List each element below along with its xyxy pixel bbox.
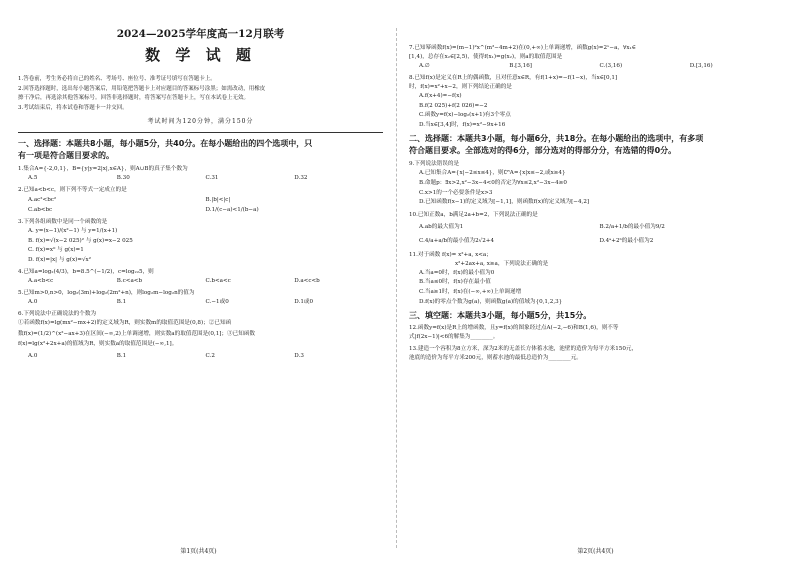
option-b: B.[3,16] (509, 63, 532, 69)
option-d: D.a<c<b (294, 278, 320, 285)
instructions (18, 75, 383, 113)
section-line: 符合题目要求。全部选对的得6分，部分选对的得部分分，有选错的得0分。 (409, 146, 677, 156)
question-13: 13.建造一个容积为8立方米，深为2米的无盖长方体蓄水池，池壁的造价为每平方米150元， (409, 346, 638, 353)
section-3-heading: 三、填空题：本题共3小题，每小题5分，共15分。 (409, 311, 592, 321)
option-d: D.32 (294, 175, 308, 181)
option-c: C.31 (205, 175, 219, 181)
option-d: D.4ᵃ+2ᵇ的最小值为2 (599, 237, 654, 244)
option-c: C.−1或0 (205, 299, 229, 306)
question-2-options (28, 195, 383, 205)
option-c: C.当a≥1时，f(x)在(−∞,+∞)上单调递增 (419, 288, 522, 295)
instruction-line: 擦干净后，再选涂其他答案标号。回答非选择题时，将答案写在答题卡上，写在本试卷上无效。 (18, 95, 250, 101)
option-c: C.b<a<c (205, 278, 231, 285)
question-2: 2.已知a<b<c，则下列不等式一定成立的是 (18, 187, 127, 193)
question-10-options (419, 220, 780, 234)
question-6-options (28, 352, 383, 361)
question-13-line: 池底的造价为每平方米200元，则蓄水池的最低总造价为________元。 (409, 355, 582, 362)
question-5: 5.已知m>0,n>0，log₂(3m)+log₂(2m²+n)，则log₂m−log₂n的值为 (18, 290, 195, 297)
option-b: B.1 (116, 299, 127, 306)
question-1: 1.集合A={-2,0,1}，B={y|y=2|x|,x∈A}，则A∪B的真子集个数为 (18, 166, 188, 172)
option-a: A.a<b<c (28, 278, 54, 285)
section-2-heading (409, 133, 780, 157)
question-3: 3.下列各组函数中是同一个函数的是 (18, 219, 108, 225)
instruction-line: 1.答卷前，考生务必将自己的姓名、考场号、座位号、准考证号填写在答题卡上。 (18, 76, 216, 82)
option-d: D.当x∈[3,4]时，f(x)=x²−9x+16 (419, 121, 506, 128)
question-9: 9.下列说法错误的是 (409, 161, 460, 168)
page-1-footer: 第1页(共4页) (180, 548, 217, 555)
option-d: D.f(x)的零点个数为g(a)，则函数g(a)的值域为{0,1,2,3} (419, 298, 563, 305)
question-6-line: f(x)=lg(x²+2x+a)的值域为R，则实数a的取值范围是(−∞,1]。 (18, 341, 178, 348)
option-a: A.ab的最大值为1 (419, 223, 464, 230)
option-a: A.5 (28, 175, 38, 181)
question-7-line: [1,4)，总存在x₂∈[2,5)，使得f(x₁)=g(x₂)，则a的取值范围是 (409, 54, 563, 60)
question-1-options (28, 174, 383, 183)
option-c: C.x>1的一个必要条件是x>3 (419, 189, 493, 196)
question-7: 7.已知幂函数f(x)=(m−1)²x^(m²−4m+2)在(0,+∞)上单调递增，函数g(x)=2ˣ−a，∀x₁∈ (409, 45, 636, 51)
question-8-line: 时，f(x)=x²+x−2，则下列结论正确的是 (409, 84, 512, 90)
section-line: 二、选择题：本题共3小题，每小题6分，共18分。在每小题给出的选项中，有多项 (409, 134, 704, 144)
question-4-options (28, 277, 383, 286)
option-a: A.0 (28, 353, 38, 360)
exam-header: 2024—2025学年度高一12月联考 (116, 28, 285, 40)
option-c: C.ab<bc (28, 207, 53, 213)
exam-title: 数 学 试 题 (145, 46, 256, 64)
option-d: D.1/(c−a)<1/(b−a) (205, 207, 259, 213)
option-c: C.4/a+a/b的最小值为2√2+4 (419, 237, 495, 244)
question-6-line: 数f(x)=(1/2)^(x²−ax+3)在区间(−∞,2)上单调递增，则实数a的取值范围是(0,1]；③已知函数 (18, 331, 256, 338)
option-a: A.当a=0时，f(x)的最小值为0 (419, 269, 495, 276)
option-b: B. f(x)=√(x−2 025)² 与 g(x)=x−2 025 (28, 237, 133, 244)
question-11: 11.对于函数 f(x)= x²+a, x<a； (409, 251, 492, 258)
section-line: 一、选择题：本题共8小题，每小题5分，共40分。在每小题给出的四个选项中，只 (18, 139, 313, 148)
option-b: B.当a≤0时，f(x)存在最小值 (419, 279, 491, 286)
option-a: A.∅ (419, 63, 430, 69)
instruction-line: 2.回答选择题时，选出每小题答案后，用铅笔把答题卡上对应题目的答案标号涂黑；如需改动，用橡皮 (18, 85, 266, 92)
section-1-heading (18, 138, 383, 162)
question-2-options (28, 205, 383, 215)
option-a: A. y=(x−1)/(x²−1) 与 y=1/(x+1) (28, 228, 118, 234)
option-d: D. f(x)=|x| 与 g(x)=√x² (28, 256, 91, 263)
option-a: A.0 (28, 299, 38, 306)
option-c: C.2 (205, 353, 215, 360)
option-b: B.命题p：∃x>2,x²−3x−4<0的否定为∀x≤2,x²−3x−4≥0 (419, 179, 567, 186)
option-b: B.1 (116, 353, 127, 360)
option-b: B.|b|<|c| (205, 197, 231, 203)
question-5-options (28, 298, 383, 307)
option-d: D.1或0 (294, 299, 314, 306)
option-a: A.已知集合A={x|−2≤x≤4}，则∁ᴿA={x|x≤−2,或x≥4} (419, 170, 566, 177)
page-2 (397, 0, 794, 562)
question-12-line: 式|f(2x−1)|<6的解集为________。 (409, 334, 499, 341)
question-6-line: ①若函数f(x)=lg(mx²−mx+2)的定义域为R，则实数m的取值范围是(0,8)；②已知函 (18, 320, 232, 327)
page-2-footer: 第2页(共4页) (577, 548, 614, 555)
question-12: 12.函数y=f(x)是R上的增函数，且y=f(x)的图象经过点A(−2,−6)和B(1,6)，则不等 (409, 325, 619, 332)
option-b: B.30 (116, 175, 130, 181)
option-c: C. f(x)=x⁰ 与 g(x)=1 (28, 247, 84, 254)
question-11-line: x²+2ax+a, x≥a，下列说法正确的是 (455, 260, 549, 267)
option-b: B.c<a<b (116, 278, 143, 285)
question-4: 4.已知a=log₂(4/3)，b=8.5^(−1/2)，c=log₂₂5，则 (18, 269, 154, 276)
option-c: C.(3,16) (599, 63, 623, 69)
question-10: 10.已知正数a，b满足2a+b=2，下列说法正确的是 (409, 211, 538, 218)
question-7-options (419, 62, 780, 71)
question-6: 6.下列说法中正确说法的个数为 (18, 311, 97, 318)
option-a: A.ac²<bc² (28, 197, 57, 203)
instruction-line: 3.考试结束后，将本试卷和答题卡一并交回。 (18, 104, 128, 111)
option-d: D.[3,16) (689, 63, 713, 69)
option-b: B.2/a+1/b的最小值为9/2 (599, 223, 665, 230)
exam-time: 考试时间为120分钟，满分150分 (147, 118, 254, 125)
option-d: D.已知函数f(x−1)的定义域为[−1,1]，则函数f(x)的定义域为[−4,2] (419, 199, 590, 206)
section-line: 有一项是符合题目要求的。 (18, 151, 114, 160)
option-d: D.3 (294, 353, 304, 360)
question-8: 8.已知f(x)是定义在R上的偶函数，且对任意x∈R，有f(1+x)=−f(1−x)，当x∈[0,1] (409, 75, 618, 81)
divider-line (18, 132, 383, 133)
option-b: B.f(2 025)+f(2 026)=−2 (419, 102, 488, 109)
question-10-options (419, 234, 780, 248)
option-c: C.函数y=f(x)−log₂(x+1)有3个零点 (419, 112, 511, 119)
option-a: A.f(x+4)=−f(x) (419, 93, 462, 99)
